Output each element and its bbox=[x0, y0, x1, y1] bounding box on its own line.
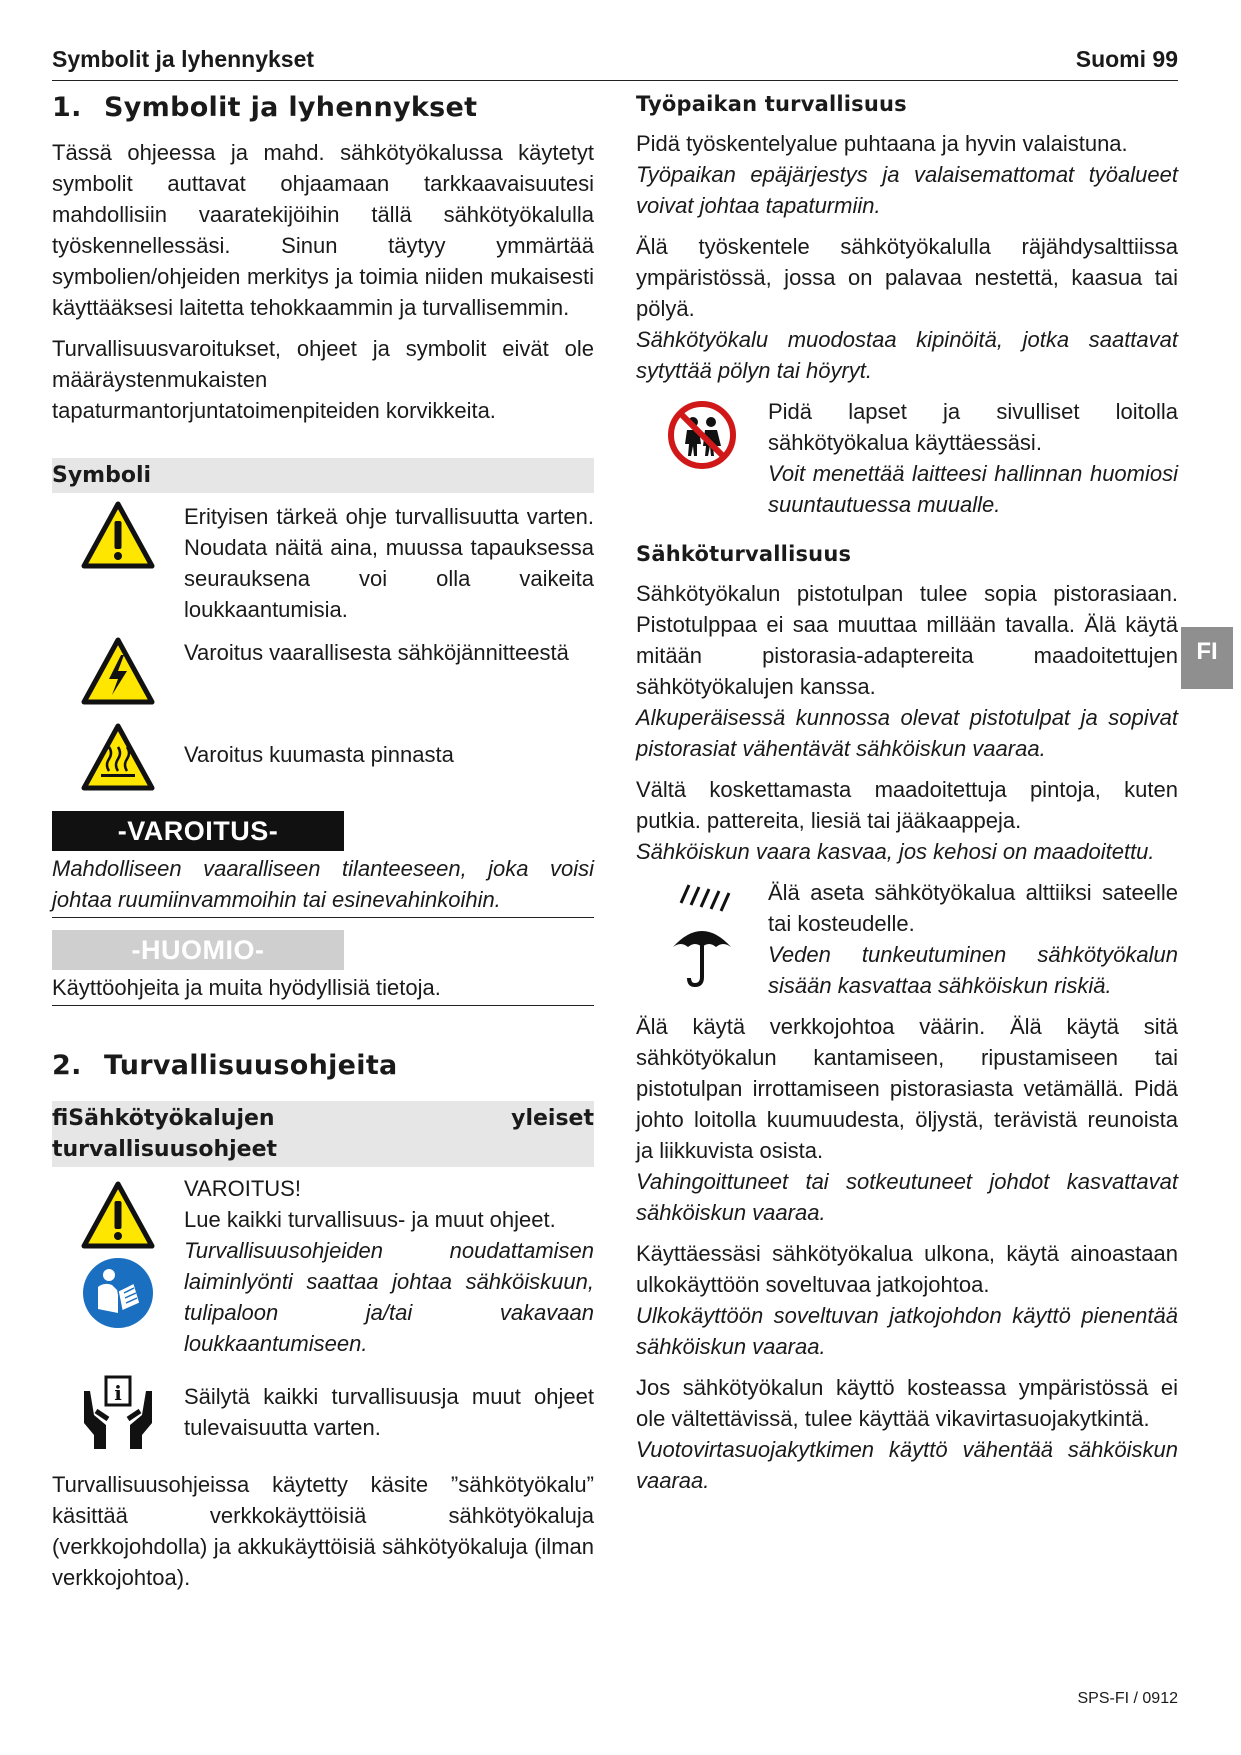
electrical-p1: Sähkötyökalun pistotulpan tulee sopia pistorasiaan. Pistotulppaa ei saa muuttaa millään tavalla. Älä käytä mitään pistorasia-adaptereita maadoitettujen sähkötyökalujen kanssa. bbox=[636, 581, 1178, 699]
note-description: Käyttöohjeita ja muita hyödyllisiä tietoja. bbox=[52, 975, 441, 1000]
children-block bbox=[636, 396, 1178, 520]
left-column bbox=[52, 92, 594, 1603]
page-header bbox=[52, 44, 1178, 81]
symbol-row-hot-surface bbox=[52, 723, 594, 791]
section1-number: 1. bbox=[52, 92, 82, 123]
read-instructions-text bbox=[184, 1173, 594, 1359]
read-instructions-block bbox=[52, 1173, 594, 1359]
negligence-consequence: Turvallisuusohjeiden noudattamisen laiminlyönti saattaa johtaa sähköiskuun, tulipaloon ja/tai vakavaan loukkaantumiseen. bbox=[184, 1238, 594, 1356]
symbol-row-voltage bbox=[52, 637, 594, 705]
section1-heading bbox=[52, 92, 594, 123]
symbol-hot-surface-text: Varoitus kuumasta pinnasta bbox=[184, 742, 454, 767]
power-tool-definition: Turvallisuusohjeissa käytetty käsite ”sähkötyökalu” käsittää verkkokäyttöisiä sähkötyökaluja (verkkojohdolla) ja akkukäyttöisiä sähkötyökaluja (ilman verkkojohtoa). bbox=[52, 1472, 594, 1590]
header-page-number: Suomi 99 bbox=[1075, 46, 1178, 72]
electrical-p1-italic: Alkuperäisessä kunnossa olevat pistotulpat ja sopivat pistorasiat vähentävät sähköiskun vaaraa. bbox=[636, 705, 1178, 761]
electrical-p2-italic: Sähköiskun vaara kasvaa, jos kehosi on maadoitettu. bbox=[636, 839, 1155, 864]
electrical-p3-italic: Vahingoittuneet tai sotkeutuneet johdot kasvattavat sähköiskun vaaraa. bbox=[636, 1169, 1178, 1225]
section1-paragraph-1: Tässä ohjeessa ja mahd. sähkötyökalussa käytetyt symbolit auttavat ohjaamaan tarkkaavaisuutesi mahdollisiin vaaratekijöihin tällä sähkötyökalulla työskennellessäsi. Sinun täytyy ymmärtää symbolien/ohjeiden merkitys ja toimia niiden mukaisesti käyttääksesi laitetta tehokkaammin ja turvallisemmin. bbox=[52, 140, 594, 320]
electrical-p4: Käyttäessäsi sähkötyökalua ulkona, käytä ainoastaan ulkokäyttöön soveltuvaa jatkojohtoa. bbox=[636, 1241, 1178, 1297]
workplace-p1-italic: Työpaikan epäjärjestys ja valaisemattomat työalueet voivat johtaa tapaturmiin. bbox=[636, 162, 1178, 218]
footer-code: SPS-FI / 0912 bbox=[1077, 1690, 1178, 1707]
general-warning-icon bbox=[81, 501, 155, 569]
hot-surface-warning-icon bbox=[81, 723, 155, 791]
electrical-p5: Jos sähkötyökalun käyttö kosteassa ympäristössä ei ole vältettävissä, tulee käyttää vikavirtasuojakytkintä. bbox=[636, 1375, 1178, 1431]
workplace-safety-heading: Työpaikan turvallisuus bbox=[636, 92, 907, 116]
general-safety-heading: fiSähkötyökalujen yleiset turvallisuusohjeet bbox=[52, 1101, 594, 1167]
children-text bbox=[768, 396, 1178, 520]
warning-title: VAROITUS! bbox=[184, 1176, 301, 1201]
workplace-p2-italic: Sähkötyökalu muodostaa kipinöitä, jotka saattavat sytyttää pölyn tai höyryt. bbox=[636, 327, 1178, 383]
language-tab: FI bbox=[1181, 627, 1233, 689]
no-children-icon bbox=[667, 400, 737, 470]
right-column bbox=[636, 92, 1178, 1506]
symbol-general-text: Erityisen tärkeä ohje turvallisuutta varten. Noudata näitä aina, muussa tapauksessa seurauksena voi olla vaikeita loukkaantumisia. bbox=[184, 504, 594, 622]
electrical-p5-italic: Vuotovirtasuojakytkimen käyttö vähentää sähköiskun vaaraa. bbox=[636, 1437, 1178, 1493]
electrical-safety-heading: Sähköturvallisuus bbox=[636, 542, 852, 566]
keep-manual-icon bbox=[80, 1375, 156, 1451]
section2-title: Turvallisuusohjeita bbox=[104, 1050, 398, 1081]
electrical-p2: Vältä koskettamasta maadoitettuja pintoja, kuten putkia. pattereita, liesiä tai jääkaappeja. bbox=[636, 777, 1178, 833]
general-warning-icon bbox=[81, 1181, 155, 1249]
warning-label: -VAROITUS- bbox=[52, 811, 344, 851]
header-title: Symbolit ja lyhennykset bbox=[52, 46, 315, 72]
keep-instructions-block bbox=[52, 1375, 594, 1451]
rain-text bbox=[768, 877, 1178, 1001]
children-instruction: Pidä lapset ja sivulliset loitolla sähkötyökalua käyttäessäsi. bbox=[768, 399, 1178, 455]
note-label: -HUOMIO- bbox=[52, 930, 344, 970]
electric-voltage-warning-icon bbox=[81, 637, 155, 705]
symbol-voltage-text: Varoitus vaarallisesta sähköjännitteestä bbox=[184, 640, 569, 665]
rain-block bbox=[636, 877, 1178, 1001]
read-manual-icon bbox=[82, 1257, 154, 1329]
electrical-p4-italic: Ulkokäyttöön soveltuvan jatkojohdon käyttö pienentää sähköiskun vaaraa. bbox=[636, 1303, 1178, 1359]
symbol-heading: Symboli bbox=[52, 458, 594, 493]
section1-paragraph-2: Turvallisuusvaroitukset, ohjeet ja symbolit eivät ole määräystenmukaisten tapaturmantorjuntatoimenpiteiden korvikkeita. bbox=[52, 336, 594, 423]
rain-consequence: Veden tunkeutuminen sähkötyökalun sisään kasvattaa sähköiskun riskiä. bbox=[768, 942, 1178, 998]
section2-heading bbox=[52, 1050, 594, 1081]
warning-description: Mahdolliseen vaaralliseen tilanteeseen, joka voisi johtaa ruumiinvammoihin tai esinevahinkoihin. bbox=[52, 856, 594, 912]
read-all-instructions: Lue kaikki turvallisuus- ja muut ohjeet. bbox=[184, 1207, 556, 1232]
children-consequence: Voit menettää laitteesi hallinnan huomiosi suuntautuessa muualle. bbox=[768, 461, 1178, 517]
keep-instructions-text: Säilytä kaikki turvallisuusja muut ohjeet tulevaisuutta varten. bbox=[184, 1384, 594, 1440]
workplace-p2: Älä työskentele sähkötyökalulla räjähdysalttiissa ympäristössä, jossa on palavaa nestettä, kaasua tai pölyä. bbox=[636, 234, 1178, 321]
workplace-p1: Pidä työskentelyalue puhtaana ja hyvin valaistuna. bbox=[636, 131, 1128, 156]
rain-instruction: Älä aseta sähkötyökalua alttiiksi sateelle tai kosteudelle. bbox=[768, 880, 1178, 936]
umbrella-rain-icon bbox=[667, 881, 737, 991]
symbol-row-general bbox=[52, 501, 594, 625]
section2-number: 2. bbox=[52, 1050, 82, 1081]
electrical-p3: Älä käytä verkkojohtoa väärin. Älä käytä sitä sähkötyökalun kantamiseen, ripustamiseen tai pistotulpan irrottamiseen pistorasiasta vetämällä. Pidä johto loitolla kuumuudesta, öljystä, terävistä reunoista ja liikkuvista osista. bbox=[636, 1014, 1178, 1163]
svg-text:i: i bbox=[114, 1381, 122, 1405]
section1-title: Symbolit ja lyhennykset bbox=[104, 92, 478, 123]
